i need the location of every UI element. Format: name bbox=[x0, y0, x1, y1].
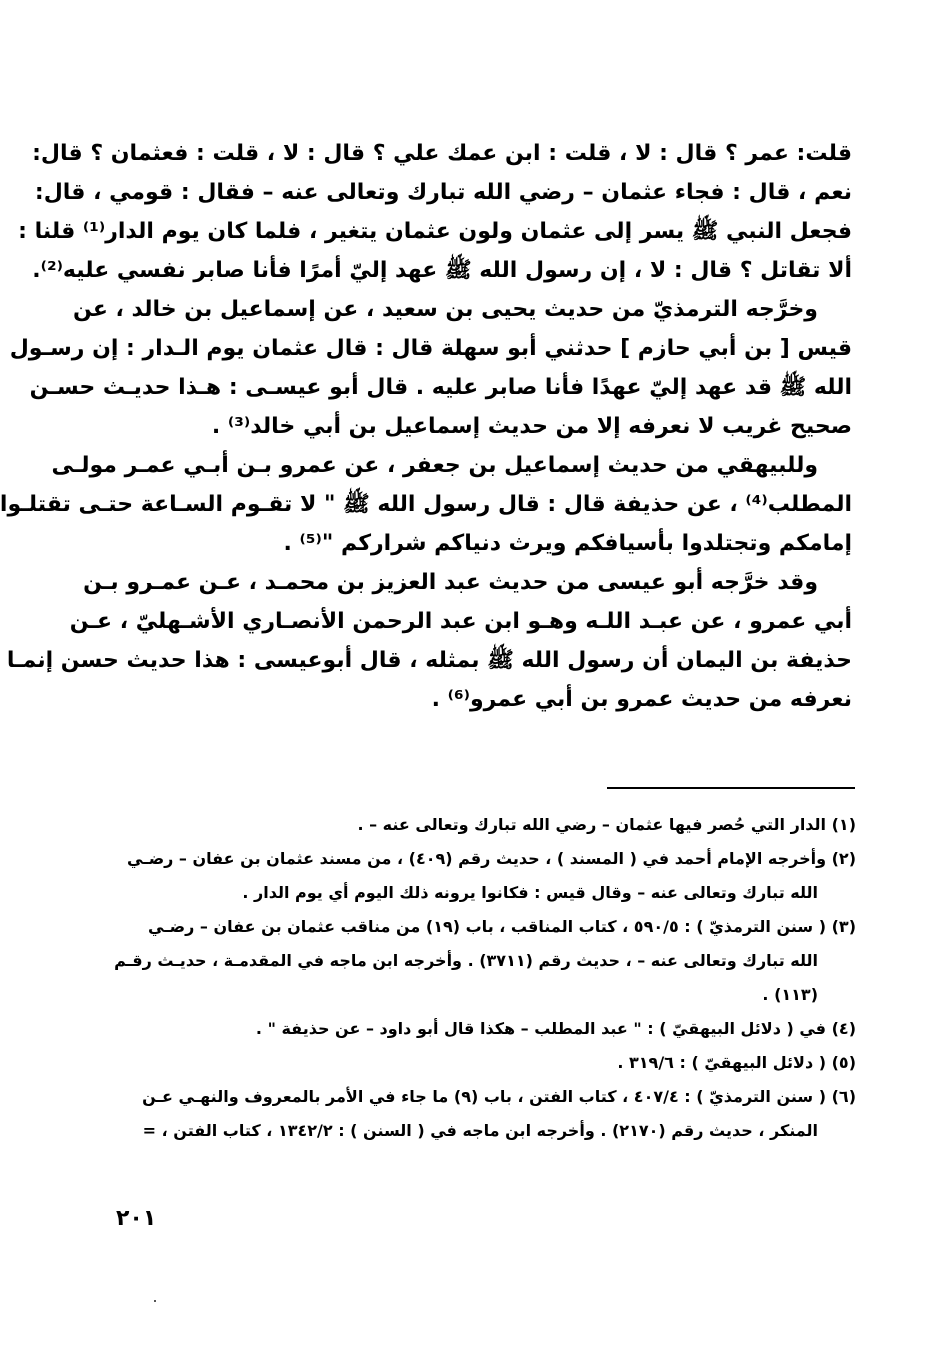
footnote-line: (٥) ( دلائل البيهقيّ ) : ٣١٩/٦ . bbox=[617, 1053, 856, 1072]
footnote-line: الله تبارك وتعالى عنه – وقال قيس : فكانوا يرونه ذلك اليوم أي يوم الدار . bbox=[242, 883, 818, 902]
text-line: نعم ، قال : فجاء عثمان – رضي الله تبارك وتعالى عنه – فقال : قومي ، قال: bbox=[34, 180, 852, 205]
text-line: المطلب⁽⁴⁾ ، عن حذيفة قال : قال رسول الله ﷺ " لا تقـوم السـاعة حتـى تقتلـوا bbox=[0, 492, 852, 517]
footnote-line: الله تبارك وتعالى عنه – ، حديث رقم (٣٧١١) . وأخرجه ابن ماجه في المقدمـة ، حديـث رقـم bbox=[114, 951, 818, 970]
text-line: أبي عمرو ، عن عبـد اللـه وهـو ابن عبد الرحمن الأنصـاري الأشـهليّ ، عـن bbox=[69, 609, 852, 634]
text-line: ألا تقاتل ؟ قال : لا ، إن رسول الله ﷺ عهد إليّ أمرًا فأنا صابر نفسي عليه⁽²⁾. bbox=[32, 258, 852, 283]
text-line: إمامكم وتجتلدوا بأسيافكم ويرث دنياكم شراركم "⁽⁵⁾ . bbox=[283, 531, 852, 556]
footnotes-block bbox=[116, 808, 856, 1148]
footnote-line: (٦) ( سنن الترمذيّ ) : ٤٠٧/٤ ، كتاب الفتن ، باب (٩) ما جاء في الأمر بالمعروف والنهـي عـن bbox=[142, 1087, 856, 1106]
text-line: قيس [ بن أبي حازم ] حدثني أبو سهلة قال : قال عثمان يوم الـدار : إن رسـول bbox=[9, 336, 852, 361]
text-line: وقد خرَّجه أبو عيسى من حديث عبد العزيز بن محمـد ، عـن عمـرو بـن bbox=[83, 570, 818, 595]
text-line: وللبيهقي من حديث إسماعيل بن جعفر ، عن عمرو بـن أبـي عمـر مولـى bbox=[51, 453, 818, 478]
footnote-line: (١١٣) . bbox=[762, 985, 818, 1004]
footnote-line: (٢) وأخرجه الإمام أحمد في ( المسند ) ، حديث رقم (٤٠٩) ، من مسند عثمان بن عفان – رضـي bbox=[127, 849, 856, 868]
footnote-separator bbox=[607, 787, 855, 789]
page-number: ٢٠١ bbox=[116, 1206, 157, 1231]
text-line: فجعل النبي ﷺ يسر إلى عثمان ولون عثمان يتغير ، فلما كان يوم الدار⁽¹⁾ قلنا : bbox=[18, 219, 852, 244]
text-line: الله ﷺ قد عهد إليّ عهدًا فأنا صابر عليه . قال أبو عيسـى : هـذا حديـث حسـن bbox=[29, 375, 852, 400]
footnote-line: (١) الدار التي حُصر فيها عثمان – رضي الله تبارك وتعالى عنه – . bbox=[357, 815, 856, 834]
main-text-block bbox=[0, 134, 852, 719]
footnote-line: المنكر ، حديث رقم (٢١٧٠) . وأخرجه ابن ماجه في ( السنن ) : ١٣٤٢/٢ ، كتاب الفتن ، = bbox=[142, 1121, 818, 1140]
text-line: حذيفة بن اليمان أن رسول الله ﷺ بمثله ، قال أبوعيسى : هذا حديث حسن إنمـا bbox=[6, 648, 852, 673]
text-line: وخرَّجه الترمذيّ من حديث يحيى بن سعيد ، عن إسماعيل بن خالد ، عن bbox=[73, 297, 818, 322]
text-line: صحيح غريب لا نعرفه إلا من حديث إسماعيل بن أبي خالد⁽³⁾ . bbox=[211, 414, 852, 439]
scan-speck bbox=[154, 1300, 156, 1302]
footnote-line: (٤) في ( دلائل البيهقيّ ) : " عبد المطلب – هكذا قال أبو داود – عن حذيفة " . bbox=[255, 1019, 856, 1038]
footnote-line: (٣) ( سنن الترمذيّ ) : ٥٩٠/٥ ، كتاب المناقب ، باب (١٩) من مناقب عثمان بن عفان – رضـي bbox=[148, 917, 856, 936]
text-line: نعرفه من حديث عمرو بن أبي عمرو⁽⁶⁾ . bbox=[431, 687, 852, 712]
text-line: قلت: عمر ؟ قال : لا ، قلت : ابن عمك علي ؟ قال : لا ، قلت : فعثمان ؟ قال: bbox=[32, 141, 852, 166]
